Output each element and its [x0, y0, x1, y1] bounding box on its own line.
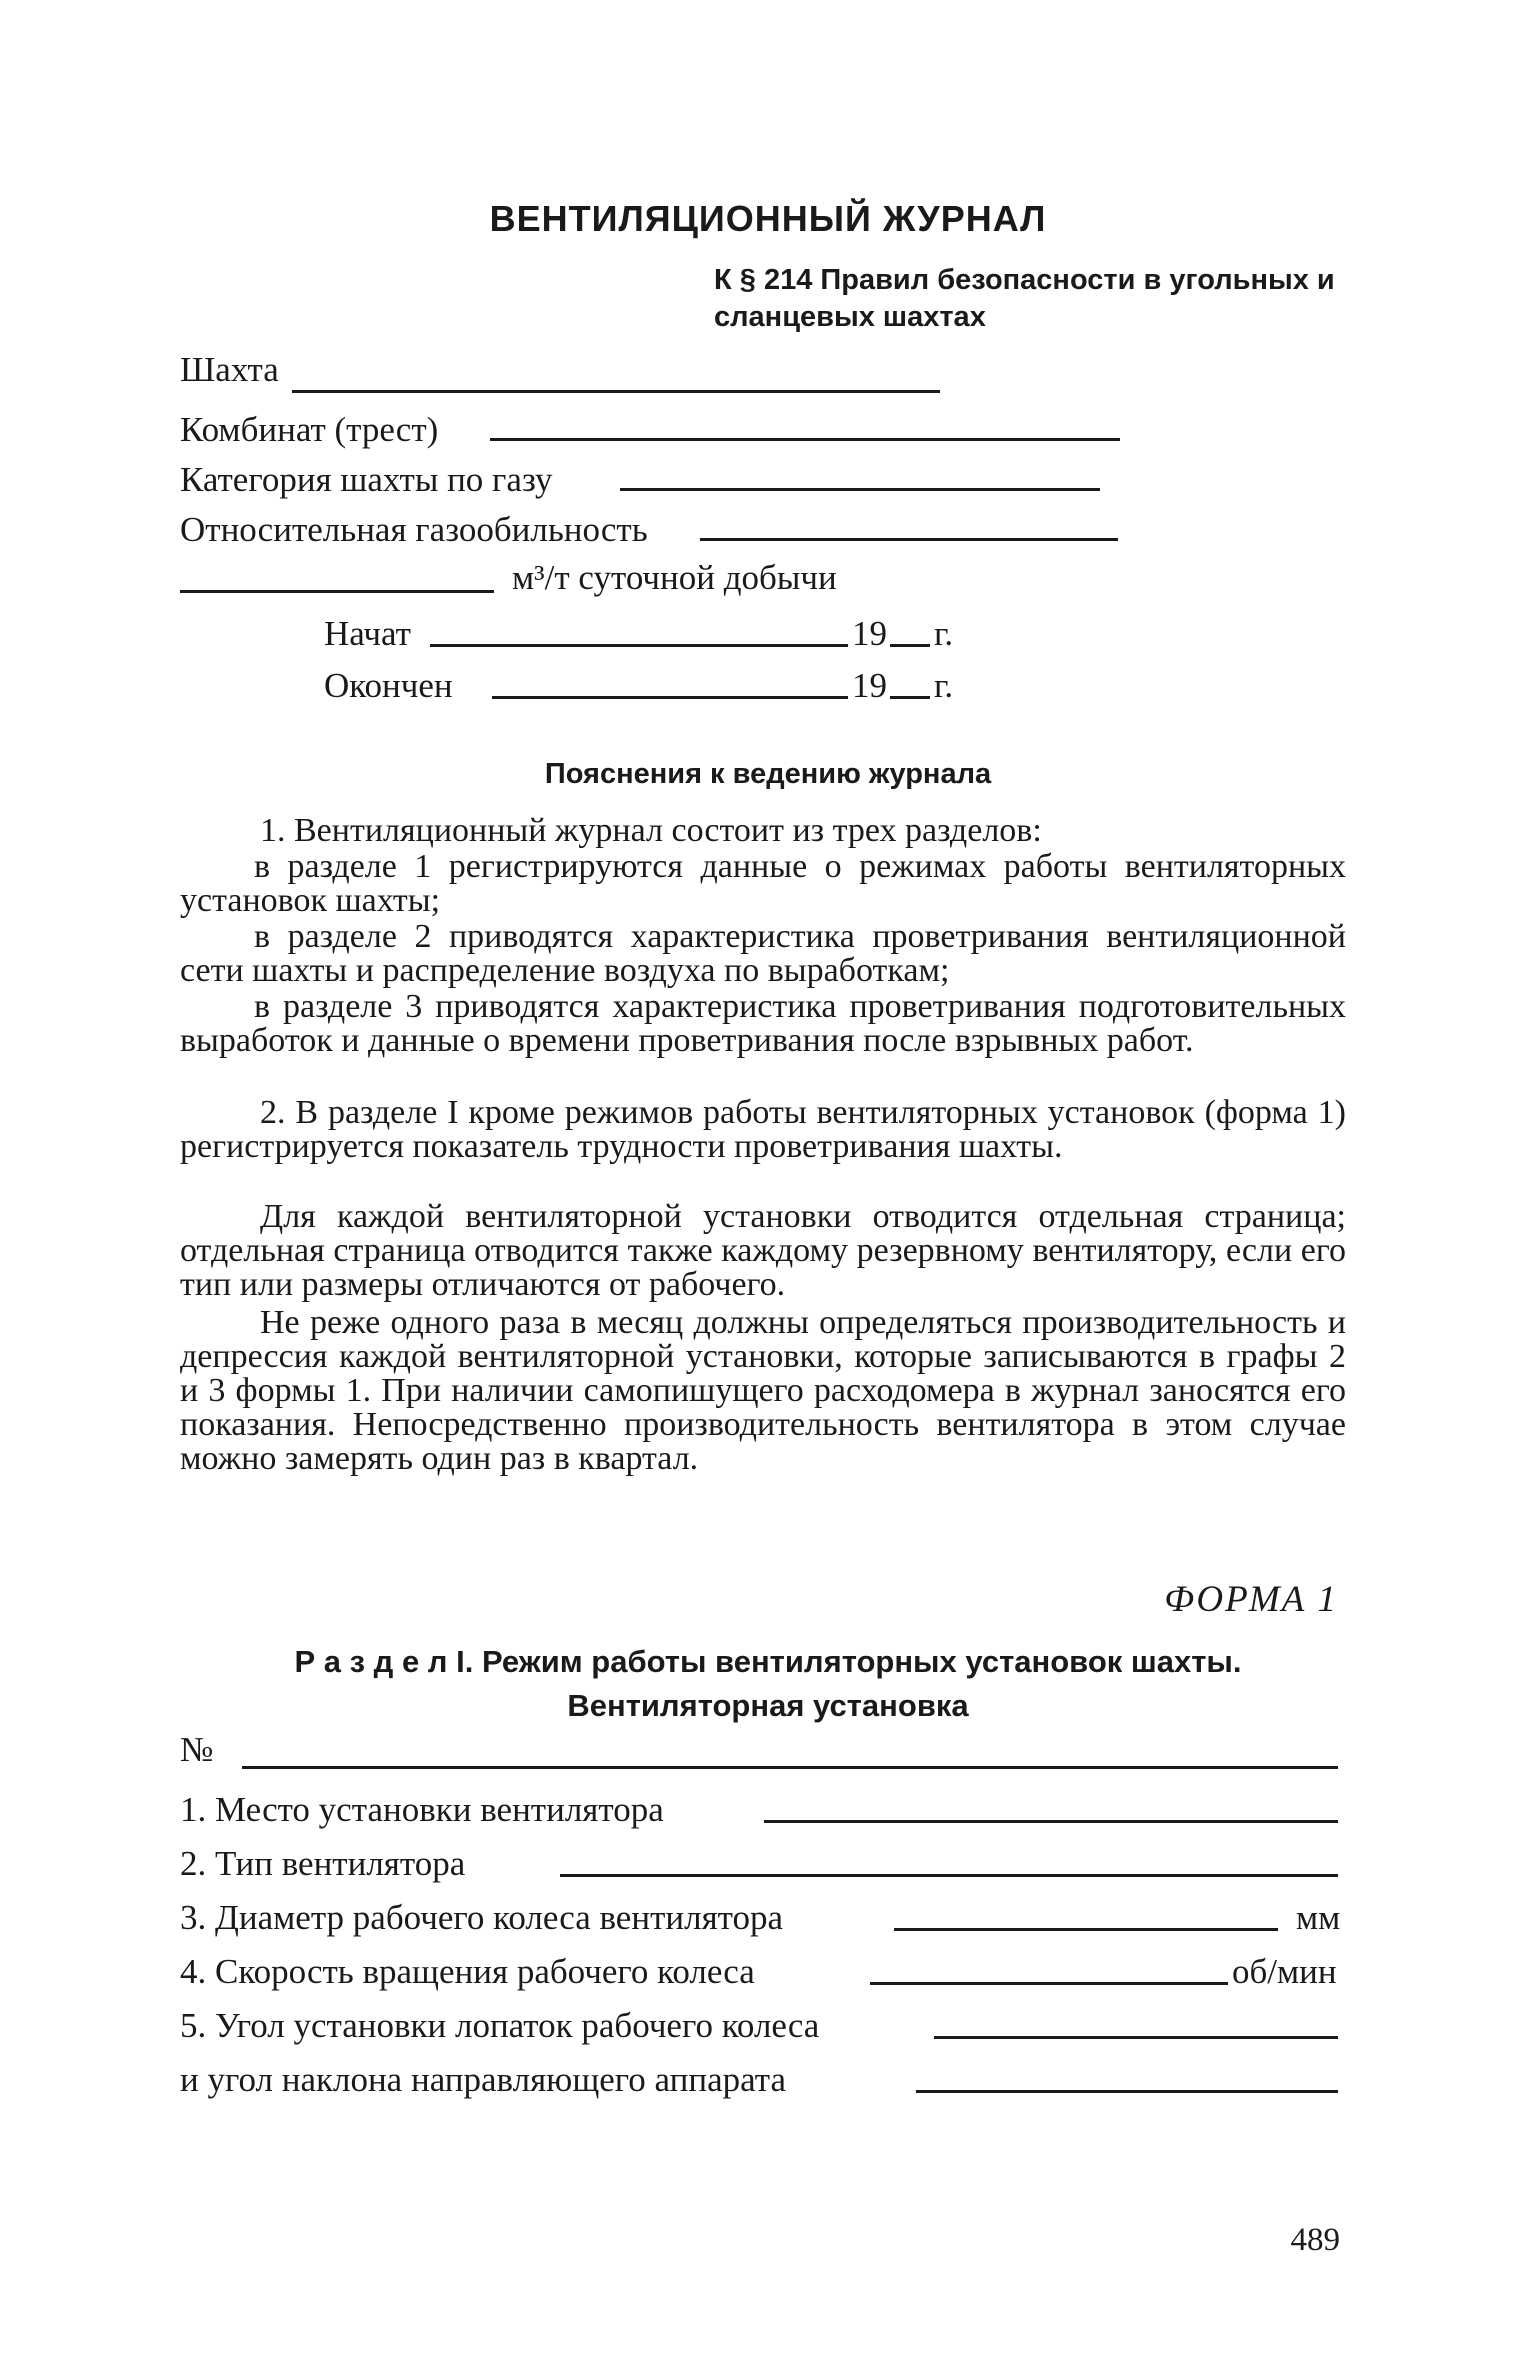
explanation-paragraph: в разделе 2 приводятся характеристика проветривания вентиляционной сети шахты и распределение воздуха по выработкам; [180, 918, 1346, 989]
field-gas-value-blank [180, 590, 494, 593]
field-category-blank [620, 488, 1100, 491]
field-category-label: Категория шахты по газу [180, 460, 553, 499]
form-item-4-unit: об/мин [1232, 1952, 1337, 1991]
field-gas-units: м³/т суточной добычи [512, 558, 837, 597]
form-item-5b: и угол наклона направляющего аппарата [180, 2060, 786, 2099]
field-finished-label: Окончен [324, 666, 453, 705]
field-finished-blank [492, 696, 848, 699]
form-item-5b-blank [916, 2090, 1338, 2093]
form-item-5-blank [934, 2036, 1338, 2039]
section-subtitle: Вентиляторная установка [567, 1688, 969, 1723]
page-number: 489 [1290, 2222, 1340, 2258]
field-started-label: Начат [324, 614, 411, 653]
explanation-paragraph: 1. Вентиляционный журнал состоит из трех разделов: [260, 812, 1042, 849]
number-label: № [180, 1730, 214, 1769]
section-word: Р а з д е л [294, 1644, 448, 1679]
explanation-paragraph: в разделе 1 регистрируются данные о режимах работы вентиляторных установок шахты; [180, 848, 1346, 919]
field-gas-content-label: Относительная газообильность [180, 510, 648, 549]
section-title [0, 1644, 1536, 1680]
started-year-blank [890, 644, 930, 647]
form-item-3-blank [894, 1928, 1278, 1931]
form-label: ФОРМА 1 [1164, 1579, 1338, 1620]
form-item-2: 2. Тип вентилятора [180, 1844, 466, 1883]
regulation-reference: К § 214 Правил безопасности в угольных и сланцевых шахтах [714, 264, 1335, 333]
finished-year-suffix: г. [934, 666, 954, 705]
explanation-paragraph: в разделе 3 приводятся характеристика проветривания подготовительных выработок и данные о времени проветривания после взрывных работ. [180, 988, 1346, 1059]
form-item-1-blank [764, 1820, 1338, 1823]
field-gas-content-blank [700, 538, 1118, 541]
field-mine-blank [292, 390, 940, 393]
finished-year-blank [890, 696, 930, 699]
form-item-4-blank [870, 1982, 1228, 1985]
form-item-3: 3. Диаметр рабочего колеса вентилятора [180, 1898, 784, 1937]
form-item-3-unit: мм [1296, 1898, 1341, 1937]
form-item-5: 5. Угол установки лопаток рабочего колеса [180, 2006, 820, 2045]
finished-year-prefix: 19 [852, 666, 887, 705]
field-combine-label: Комбинат (трест) [180, 410, 439, 449]
field-combine-blank [490, 438, 1120, 441]
form-item-4: 4. Скорость вращения рабочего колеса [180, 1952, 755, 1991]
started-year-prefix: 19 [852, 614, 887, 653]
field-mine-label: Шахта [180, 350, 279, 389]
explanations-heading: Пояснения к ведению журнала [544, 758, 992, 790]
number-blank [242, 1766, 1338, 1769]
page-title: ВЕНТИЛЯЦИОННЫЙ ЖУРНАЛ [489, 198, 1047, 239]
explanation-paragraph: Не реже одного раза в месяц должны определяться производительность и депрессия каждой вентиляторной установки, которые записываются в графы 2 и 3 формы 1. При наличии самопишущего расходомера в журнал заносятся его показания. Непосредственно производительность вентилятора в этом случае можно замерять один раз в квартал. [180, 1304, 1346, 1477]
form-item-2-blank [560, 1874, 1338, 1877]
form-item-1: 1. Место установки вентилятора [180, 1790, 664, 1829]
explanation-paragraph: Для каждой вентиляторной установки отводится отдельная страница; отдельная страница отводится также каждому резервному вентилятору, если его тип или размеры отличаются от рабочего. [180, 1198, 1346, 1303]
started-year-suffix: г. [934, 614, 954, 653]
field-started-blank [430, 644, 848, 647]
section-name: I. Режим работы вентиляторных установок шахты. [456, 1644, 1242, 1679]
explanation-paragraph: 2. В разделе I кроме режимов работы вентиляторных установок (форма 1) регистрируется показатель трудности проветривания шахты. [180, 1094, 1346, 1165]
